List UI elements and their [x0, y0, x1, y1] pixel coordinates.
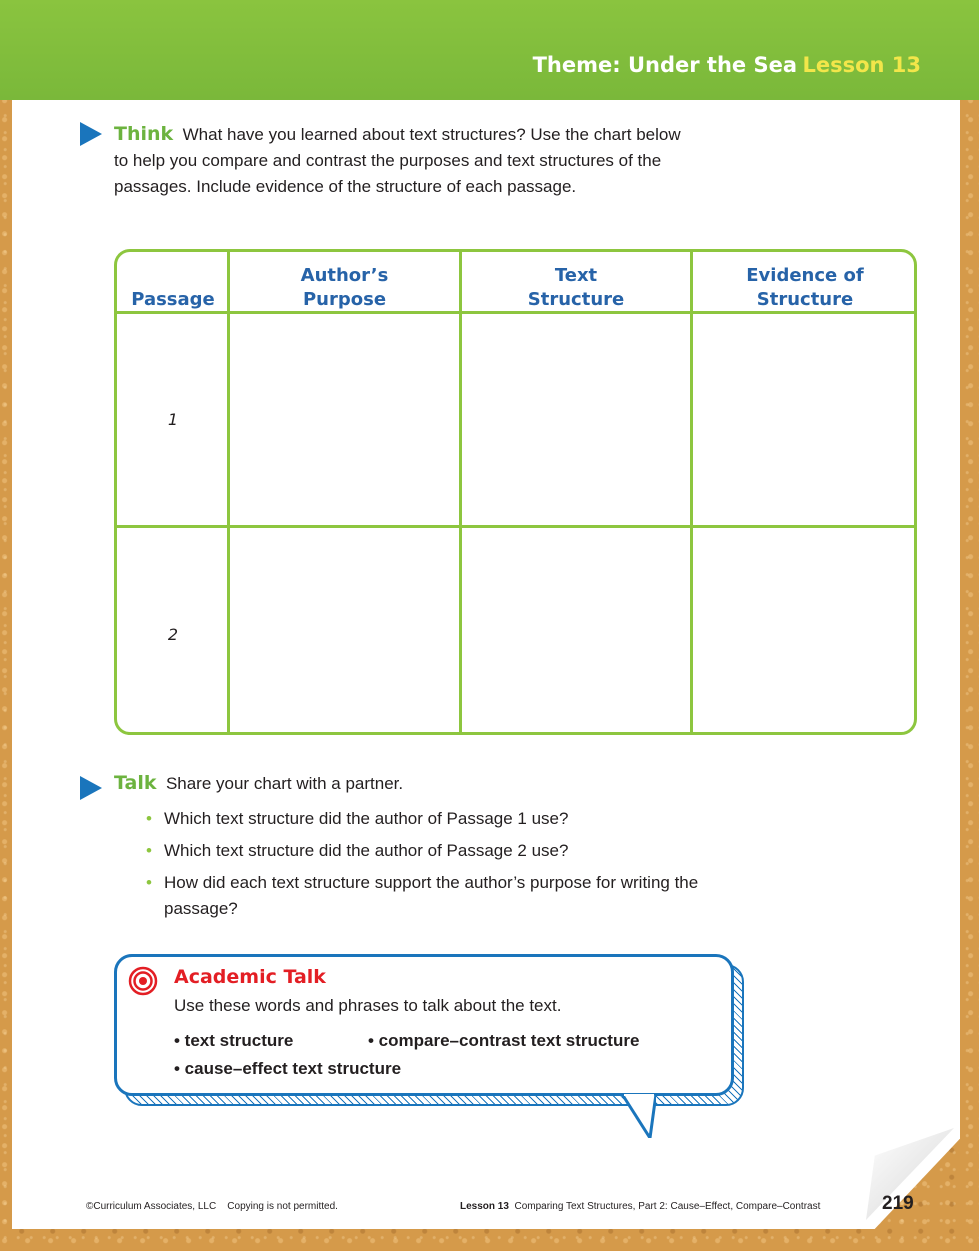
think-label: Think: [114, 123, 174, 145]
copyright-notice: ©Curriculum Associates, LLC Copying is not permitted.: [86, 1201, 338, 1212]
row-label-passage-2: 2: [167, 625, 179, 644]
talk-text: Share your chart with a partner.: [165, 774, 404, 793]
column-header-evidence: Evidence of Structure: [746, 265, 864, 310]
column-header-authors-purpose: Author’s Purpose: [300, 265, 389, 310]
footer-lesson-label: Lesson 13: [460, 1201, 509, 1212]
think-text: What have you learned about text structures? Use the chart below to help you compare and contrast the purposes and text structures of the passages. Include evidence of the structure of each passage.: [114, 125, 681, 196]
term-cause-effect: • cause–effect text structure: [174, 1059, 402, 1078]
cell-p2-structure[interactable]: [462, 528, 690, 732]
page-number: 219: [882, 1193, 914, 1214]
footer-lesson-title: Comparing Text Structures, Part 2: Cause–Effect, Compare–Contrast: [514, 1201, 821, 1212]
footer-lesson-info: [460, 1201, 820, 1212]
list-item: • Which text structure did the author of Passage 2 use?: [146, 838, 706, 864]
term-compare-contrast: • compare–contrast text structure: [368, 1031, 640, 1050]
talk-questions: [146, 806, 706, 928]
column-header-text-structure: Text Structure: [527, 265, 625, 310]
header-banner: [0, 0, 979, 100]
talk-label: Talk: [114, 772, 157, 794]
row-label-passage-1: 1: [167, 410, 179, 429]
target-icon: [128, 966, 158, 996]
lesson-label: Lesson 13: [802, 53, 921, 77]
think-arrow-icon: [80, 122, 102, 146]
academic-talk-title: Academic Talk: [174, 966, 326, 988]
column-header-passage: Passage: [131, 289, 215, 310]
cell-p1-evidence[interactable]: [693, 314, 917, 525]
cell-p2-evidence[interactable]: [693, 528, 917, 732]
comparison-chart: [114, 249, 917, 735]
speech-bubble-tail-icon: [622, 1094, 656, 1138]
think-prompt: [114, 121, 684, 200]
term-text-structure: • text structure: [174, 1031, 294, 1050]
academic-talk-subtitle: Use these words and phrases to talk about the text.: [174, 996, 562, 1015]
list-item: • How did each text structure support the author’s purpose for writing the passage?: [146, 870, 706, 922]
cell-p1-structure[interactable]: [462, 314, 690, 525]
cell-p2-purpose[interactable]: [230, 528, 459, 732]
theme-title: Theme: Under the Sea: [532, 53, 797, 77]
talk-arrow-icon: [80, 776, 102, 800]
list-item: • Which text structure did the author of Passage 1 use?: [146, 806, 706, 832]
cell-p1-purpose[interactable]: [230, 314, 459, 525]
talk-prompt: [114, 772, 403, 794]
